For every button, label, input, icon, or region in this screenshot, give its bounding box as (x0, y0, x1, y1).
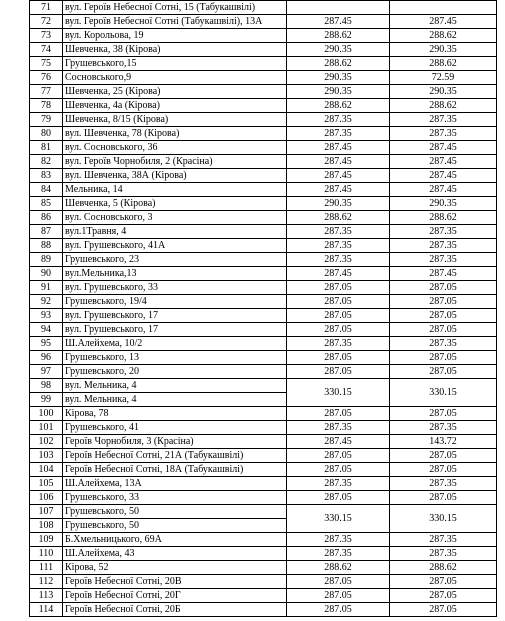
row-number-cell: 111 (30, 561, 63, 575)
value-cell-1: 288.62 (287, 211, 390, 225)
table-row (30, 603, 497, 617)
address-cell: Шевченка, 4а (Кірова) (63, 99, 287, 113)
value-cell-1: 287.05 (287, 351, 390, 365)
value-cell-2: 287.45 (390, 141, 497, 155)
row-number-cell: 88 (30, 239, 63, 253)
row-number-cell: 104 (30, 463, 63, 477)
table-row (30, 239, 497, 253)
table-row (30, 225, 497, 239)
row-number-cell: 86 (30, 211, 63, 225)
value-cell-1: 287.45 (287, 141, 390, 155)
value-cell-1: 287.35 (287, 533, 390, 547)
value-cell-1: 287.05 (287, 449, 390, 463)
value-cell-2: 287.45 (390, 183, 497, 197)
row-number-cell: 75 (30, 57, 63, 71)
value-cell-2: 287.05 (390, 603, 497, 617)
address-cell: Героїв Чорнобиля, 3 (Красіна) (63, 435, 287, 449)
value-cell-2: 287.45 (390, 169, 497, 183)
value-cell-1: 330.15 (287, 379, 390, 407)
address-cell: вул. Грушевського, 41А (63, 239, 287, 253)
address-cell: Шевченка, 8/15 (Кірова) (63, 113, 287, 127)
row-number-cell: 100 (30, 407, 63, 421)
table-row (30, 295, 497, 309)
address-cell: Сосновського,9 (63, 71, 287, 85)
value-cell-1: 287.05 (287, 309, 390, 323)
row-number-cell: 72 (30, 15, 63, 29)
row-number-cell: 87 (30, 225, 63, 239)
address-cell: Грушевського, 41 (63, 421, 287, 435)
address-cell: Героїв Небесної Сотні, 18А (Табукашвілі) (63, 463, 287, 477)
row-number-cell: 92 (30, 295, 63, 309)
value-cell-2: 287.05 (390, 407, 497, 421)
value-cell-1: 290.35 (287, 43, 390, 57)
value-cell-2: 287.05 (390, 575, 497, 589)
value-cell-1: 287.35 (287, 239, 390, 253)
value-cell-1: 287.35 (287, 127, 390, 141)
data-table (29, 0, 497, 617)
row-number-cell: 103 (30, 449, 63, 463)
value-cell-2: 287.05 (390, 463, 497, 477)
value-cell-1: 290.35 (287, 85, 390, 99)
row-number-cell: 96 (30, 351, 63, 365)
value-cell-2: 330.15 (390, 505, 497, 533)
value-cell-1: 287.05 (287, 407, 390, 421)
row-number-cell: 106 (30, 491, 63, 505)
address-cell: вул. Героїв Чорнобиля, 2 (Красіна) (63, 155, 287, 169)
table-row (30, 463, 497, 477)
address-cell: Кірова, 78 (63, 407, 287, 421)
address-cell: Грушевського, 50 (63, 519, 287, 533)
value-cell-2: 287.05 (390, 295, 497, 309)
value-cell-1: 288.62 (287, 29, 390, 43)
table-row (30, 197, 497, 211)
row-number-cell: 109 (30, 533, 63, 547)
value-cell-2: 287.05 (390, 589, 497, 603)
row-number-cell: 77 (30, 85, 63, 99)
value-cell-2: 287.05 (390, 309, 497, 323)
row-number-cell: 112 (30, 575, 63, 589)
address-cell: Шевченка, 38 (Кірова) (63, 43, 287, 57)
table-row (30, 589, 497, 603)
value-cell-1: 287.05 (287, 589, 390, 603)
table-row (30, 71, 497, 85)
table-row (30, 365, 497, 379)
row-number-cell: 113 (30, 589, 63, 603)
row-number-cell: 83 (30, 169, 63, 183)
table-row (30, 533, 497, 547)
value-cell-1: 290.35 (287, 71, 390, 85)
row-number-cell: 89 (30, 253, 63, 267)
table-row (30, 253, 497, 267)
value-cell-2: 287.35 (390, 225, 497, 239)
value-cell-2: 287.35 (390, 127, 497, 141)
row-number-cell: 71 (30, 1, 63, 15)
value-cell-2: 288.62 (390, 57, 497, 71)
value-cell-2: 287.35 (390, 533, 497, 547)
table-row (30, 85, 497, 99)
row-number-cell: 84 (30, 183, 63, 197)
value-cell-1: 330.15 (287, 505, 390, 533)
table-row (30, 309, 497, 323)
address-cell: вул. Героїв Небесної Сотні (Табукашвілі), 13А (63, 15, 287, 29)
address-cell: вул. Героїв Небесної Сотні, 15 (Табукашвілі) (63, 1, 287, 15)
value-cell-1: 287.05 (287, 575, 390, 589)
table-row (30, 379, 497, 393)
address-cell: Грушевського, 19/4 (63, 295, 287, 309)
value-cell-1: 287.05 (287, 463, 390, 477)
table-row (30, 99, 497, 113)
value-cell-2: 287.05 (390, 323, 497, 337)
table-row (30, 561, 497, 575)
value-cell-2: 288.62 (390, 99, 497, 113)
value-cell-1: 287.05 (287, 491, 390, 505)
table-row (30, 113, 497, 127)
value-cell-1: 287.45 (287, 267, 390, 281)
table-row (30, 183, 497, 197)
table-row (30, 505, 497, 519)
row-number-cell: 114 (30, 603, 63, 617)
row-number-cell: 90 (30, 267, 63, 281)
table-row (30, 127, 497, 141)
table-row (30, 407, 497, 421)
address-cell: Шевченка, 25 (Кірова) (63, 85, 287, 99)
value-cell-1: 288.62 (287, 561, 390, 575)
value-cell-1: 287.05 (287, 281, 390, 295)
row-number-cell: 105 (30, 477, 63, 491)
row-number-cell: 74 (30, 43, 63, 57)
value-cell-2: 287.45 (390, 267, 497, 281)
value-cell-1: 287.35 (287, 421, 390, 435)
row-number-cell: 85 (30, 197, 63, 211)
table-row (30, 337, 497, 351)
row-number-cell: 93 (30, 309, 63, 323)
value-cell-1: 287.05 (287, 295, 390, 309)
table-row (30, 57, 497, 71)
address-cell: Шевченка, 5 (Кірова) (63, 197, 287, 211)
row-number-cell: 80 (30, 127, 63, 141)
value-cell-2: 287.35 (390, 113, 497, 127)
value-cell-2: 287.05 (390, 491, 497, 505)
address-cell: Грушевського, 33 (63, 491, 287, 505)
address-cell: вул. Сосновського, 3 (63, 211, 287, 225)
row-number-cell: 81 (30, 141, 63, 155)
address-cell: Грушевського, 23 (63, 253, 287, 267)
address-cell: Героїв Небесної Сотні, 20Б (63, 603, 287, 617)
value-cell-2: 287.05 (390, 351, 497, 365)
address-cell: Мельника, 14 (63, 183, 287, 197)
value-cell-2: 290.35 (390, 43, 497, 57)
row-number-cell: 91 (30, 281, 63, 295)
address-cell: Б.Хмельницького, 69А (63, 533, 287, 547)
value-cell-2: 290.35 (390, 85, 497, 99)
value-cell-1: 287.45 (287, 435, 390, 449)
table-row (30, 351, 497, 365)
address-cell: вул. Грушевського, 17 (63, 323, 287, 337)
value-cell-1: 287.35 (287, 547, 390, 561)
table-row (30, 267, 497, 281)
table-row (30, 141, 497, 155)
address-cell: Героїв Небесної Сотні, 20В (63, 575, 287, 589)
value-cell-2: 287.35 (390, 421, 497, 435)
value-cell-1 (287, 1, 390, 15)
table-row (30, 169, 497, 183)
table-row (30, 575, 497, 589)
address-cell: Грушевського, 13 (63, 351, 287, 365)
address-cell: вул. Сосновського, 36 (63, 141, 287, 155)
value-cell-2: 287.35 (390, 337, 497, 351)
address-cell: вул. Корольова, 19 (63, 29, 287, 43)
address-cell: Кірова, 52 (63, 561, 287, 575)
row-number-cell: 101 (30, 421, 63, 435)
value-cell-1: 287.05 (287, 365, 390, 379)
table-body (30, 1, 497, 617)
address-cell: Героїв Небесної Сотні, 21А (Табукашвілі) (63, 449, 287, 463)
value-cell-2: 72.59 (390, 71, 497, 85)
value-cell-2: 287.45 (390, 15, 497, 29)
address-cell: Ш.Алейхема, 43 (63, 547, 287, 561)
address-cell: вул. Шевченка, 78 (Кірова) (63, 127, 287, 141)
value-cell-1: 288.62 (287, 57, 390, 71)
address-cell: вул.1Травня, 4 (63, 225, 287, 239)
value-cell-2: 287.05 (390, 281, 497, 295)
row-number-cell: 78 (30, 99, 63, 113)
row-number-cell: 107 (30, 505, 63, 519)
value-cell-1: 287.45 (287, 155, 390, 169)
value-cell-1: 287.05 (287, 603, 390, 617)
address-cell: Героїв Небесної Сотні, 20Г (63, 589, 287, 603)
table-row (30, 421, 497, 435)
row-number-cell: 79 (30, 113, 63, 127)
address-cell: Грушевського, 20 (63, 365, 287, 379)
address-cell: вул. Грушевського, 33 (63, 281, 287, 295)
value-cell-2: 287.05 (390, 365, 497, 379)
address-cell: вул. Грушевського, 17 (63, 309, 287, 323)
value-cell-2: 287.35 (390, 547, 497, 561)
row-number-cell: 95 (30, 337, 63, 351)
table-row (30, 1, 497, 15)
value-cell-2: 330.15 (390, 379, 497, 407)
value-cell-1: 287.45 (287, 169, 390, 183)
value-cell-2: 288.62 (390, 561, 497, 575)
table-row (30, 491, 497, 505)
value-cell-1: 287.35 (287, 113, 390, 127)
address-cell: Ш.Алейхема, 10/2 (63, 337, 287, 351)
table-row (30, 155, 497, 169)
value-cell-1: 287.35 (287, 337, 390, 351)
value-cell-2: 288.62 (390, 29, 497, 43)
row-number-cell: 76 (30, 71, 63, 85)
address-cell: вул.Мельника,13 (63, 267, 287, 281)
address-cell: Ш.Алейхема, 13А (63, 477, 287, 491)
address-cell: вул. Шевченка, 38А (Кірова) (63, 169, 287, 183)
value-cell-1: 290.35 (287, 197, 390, 211)
row-number-cell: 102 (30, 435, 63, 449)
row-number-cell: 98 (30, 379, 63, 393)
value-cell-2: 143.72 (390, 435, 497, 449)
value-cell-1: 287.45 (287, 15, 390, 29)
row-number-cell: 97 (30, 365, 63, 379)
table-row (30, 477, 497, 491)
table-row (30, 449, 497, 463)
table-row (30, 43, 497, 57)
row-number-cell: 73 (30, 29, 63, 43)
value-cell-1: 287.45 (287, 183, 390, 197)
table-row (30, 211, 497, 225)
address-cell: Грушевського,15 (63, 57, 287, 71)
row-number-cell: 82 (30, 155, 63, 169)
value-cell-2: 287.05 (390, 449, 497, 463)
table-row (30, 323, 497, 337)
value-cell-1: 287.35 (287, 253, 390, 267)
value-cell-1: 288.62 (287, 99, 390, 113)
value-cell-2 (390, 1, 497, 15)
row-number-cell: 99 (30, 393, 63, 407)
value-cell-2: 288.62 (390, 211, 497, 225)
address-cell: вул. Мельника, 4 (63, 393, 287, 407)
value-cell-2: 287.35 (390, 477, 497, 491)
table-row (30, 435, 497, 449)
table-row (30, 29, 497, 43)
row-number-cell: 110 (30, 547, 63, 561)
table-row (30, 281, 497, 295)
value-cell-1: 287.35 (287, 225, 390, 239)
address-cell: Грушевського, 50 (63, 505, 287, 519)
table-row (30, 547, 497, 561)
value-cell-1: 287.35 (287, 477, 390, 491)
value-cell-2: 287.45 (390, 155, 497, 169)
address-cell: вул. Мельника, 4 (63, 379, 287, 393)
value-cell-2: 290.35 (390, 197, 497, 211)
table-row (30, 15, 497, 29)
row-number-cell: 94 (30, 323, 63, 337)
value-cell-2: 287.35 (390, 253, 497, 267)
row-number-cell: 108 (30, 519, 63, 533)
value-cell-1: 287.05 (287, 323, 390, 337)
value-cell-2: 287.35 (390, 239, 497, 253)
